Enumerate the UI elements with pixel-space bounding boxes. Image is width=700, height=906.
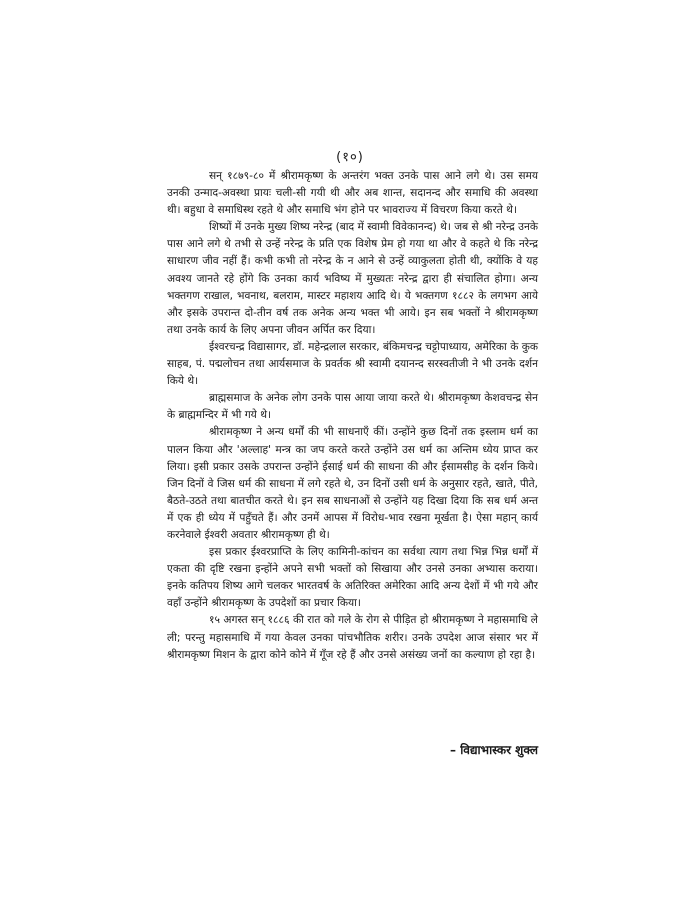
- paragraph-5: श्रीरामकृष्ण ने अन्य धर्मों की भी साधनाएँ कीं। उन्होंने कुछ दिनों तक इस्लाम धर्म का पालन किया और 'अल्लाह' मन्त्र का जप करते करते उन्होंने उस धर्म का अन्तिम ध्येय प्राप्त कर लिया। इसी प्रकार उसके उपरान्त उन्होंने ईसाई धर्म की साधना की और ईसामसीह के दर्शन किये। जिन दिनों वे जिस धर्म की साधना में लगे रहते थे, उन दिनों उसी धर्म के अनुसार रहते, खाते, पीते, बैठते-उठते तथा बातचीत करते थे। इन सब साधनाओं से उन्होंने यह दिखा दिया कि सब धर्म अन्त में एक ही ध्येय में पहुँचते हैं। और उनमें आपस में विरोध-भाव रखना मूर्खता है। ऐसा महान् कार्य करनेवाले ईश्वरी अवतार श्रीरामकृष्ण ही थे।: [167, 426, 538, 541]
- paragraph-7: १५ अगस्त सन् १८८६ की रात को गले के रोग से पीड़ित हो श्रीरामकृष्ण ने महासमाधि ले ली; परन्तु महासमाधि में गया केवल उनका पांचभौतिक शरीर। उनके उपदेश आज संसार भर में श्रीरामकृष्ण मिशन के द्वारा कोने कोने में गूँज रहे हैं और उनसे असंख्य जनों का कल्याण हो रहा है।: [167, 614, 538, 661]
- paragraph-6: इस प्रकार ईश्वरप्राप्ति के लिए कामिनी-कांचन का सर्वथा त्याग तथा भिन्न भिन्न धर्मों में एकता की दृष्टि रखना इन्होंने अपने सभी भक्तों को सिखाया और उनसे उनका अभ्यास कराया। इनके कतिपय शिष्य आगे चलकर भारतवर्ष के अतिरिक्त अमेरिका आदि अन्य देशों में भी गये और वहाँ उन्होंने श्रीरामकृष्ण के उपदेशों का प्रचार किया।: [167, 546, 538, 610]
- paragraph-1: सन् १८७९-८० में श्रीरामकृष्ण के अन्तरंग भक्त उनके पास आने लगे थे। उस समय उनकी उन्माद-अवस्था प्रायः चली-सी गयी थी और अब शान्त, सदानन्द और समाधि की अवस्था थी। बहुधा वे समाधिस्थ रहते थे और समाधि भंग होने पर भावराज्य में विचरण किया करते थे।: [167, 170, 538, 217]
- body-text: [167, 168, 538, 664]
- author-signature: – विद्याभास्कर शुक्ल: [450, 743, 538, 757]
- paragraph-2: शिष्यों में उनके मुख्य शिष्य नरेन्द्र (बाद में स्वामी विवेकानन्द) थे। जब से श्री नरेन्द्र उनके पास आने लगे थे तभी से उन्हें नरेन्द्र के प्रति एक विशेष प्रेम हो गया था और वे कहते थे कि नरेन्द्र साधारण जीव नहीं हैं। कभी कभी तो नरेन्द्र के न आने से उन्हें व्याकुलता होती थी, क्योंकि वे यह अवश्य जानते रहे होंगे कि उनका कार्य भविष्य में मुख्यतः नरेन्द्र द्वारा ही संचालित होगा। अन्य भक्तगण राखाल, भवनाथ, बलराम, मास्टर महाशय आदि थे। ये भक्तगण १८८२ के लगभग आये और इसके उपरान्त दो-तीन वर्ष तक अनेक अन्य भक्त भी आये। इन सब भक्तों ने श्रीरामकृष्ण तथा उनके कार्य के लिए अपना जीवन अर्पित कर दिया।: [167, 221, 538, 336]
- paragraph-3: ईश्वरचन्द्र विद्यासागर, डॉ. महेन्द्रलाल सरकार, बंकिमचन्द्र चट्टोपाध्याय, अमेरिका के कुक साहब, पं. पद्मलोचन तथा आर्यसमाज के प्रवर्तक श्री स्वामी दयानन्द सरस्वतीजी ने भी उनके दर्शन किये थे।: [167, 340, 538, 388]
- page-number: (१०): [336, 150, 364, 165]
- paragraph-4: ब्राह्मसमाज के अनेक लोग उनके पास आया जाया करते थे। श्रीरामकृष्ण केशवचन्द्र सेन के ब्राह्ममन्दिर में भी गये थे।: [167, 392, 538, 422]
